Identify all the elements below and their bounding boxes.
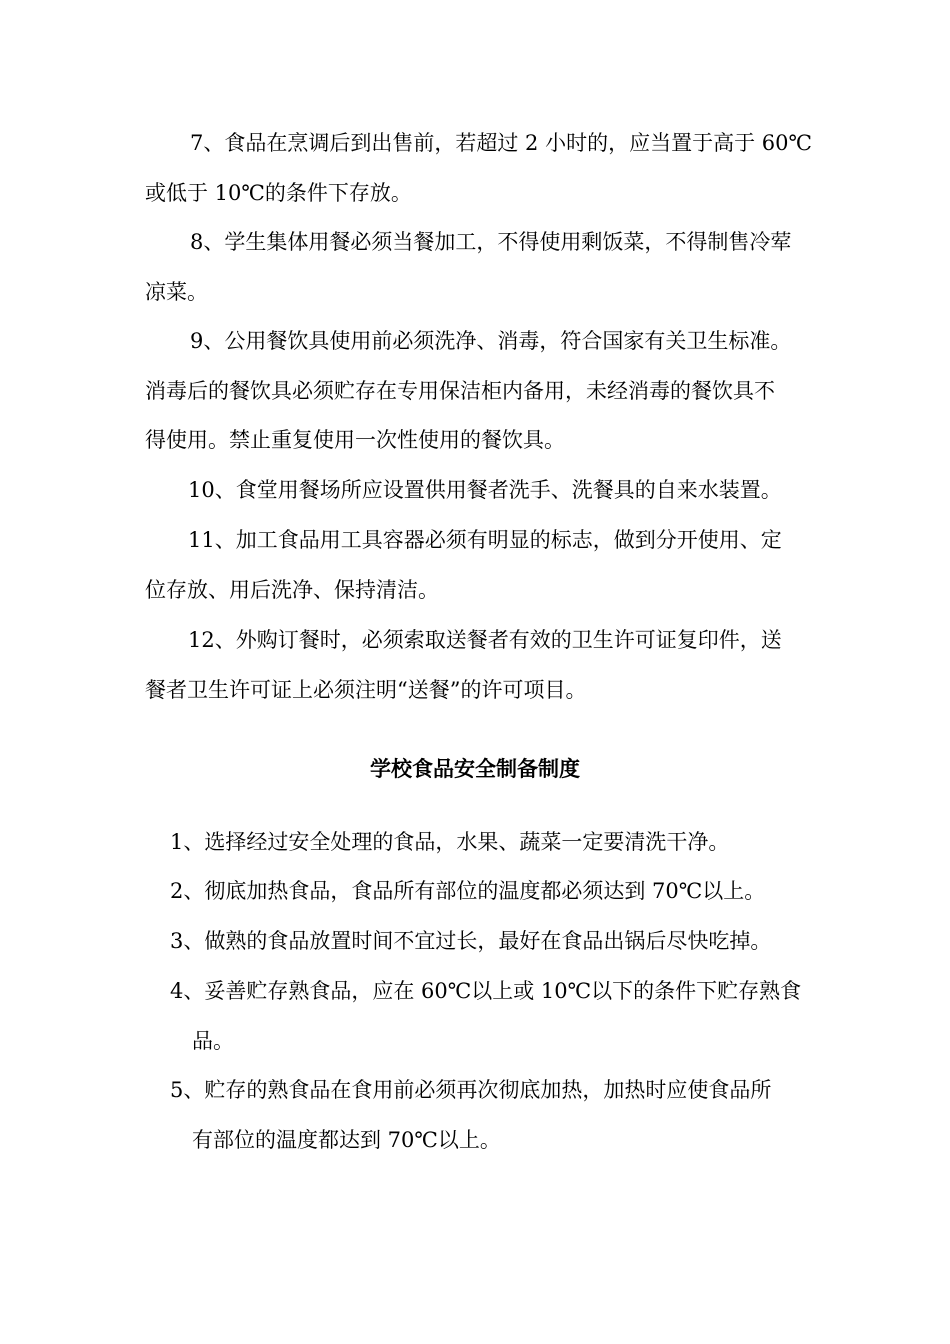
paragraph-11-line-1: 11、加工食品用工具容器必须有明显的标志，做到分开使用、定 <box>188 528 782 552</box>
paragraph-9-line-3: 得使用。禁止重复使用一次性使用的餐饮具。 <box>145 428 565 452</box>
paragraph-11-line-2: 位存放、用后洗净、保持清洁。 <box>145 578 439 602</box>
item-4-line-1: 4、妥善贮存熟食品，应在 60℃以上或 10℃以下的条件下贮存熟食 <box>170 979 802 1003</box>
item-5-line-2: 有部位的温度都达到 70℃以上。 <box>192 1128 501 1152</box>
item-4-line-2: 品。 <box>192 1029 234 1053</box>
item-5-line-1: 5、贮存的熟食品在食用前必须再次彻底加热，加热时应使食品所 <box>170 1078 772 1102</box>
paragraph-12-line-2: 餐者卫生许可证上必须注明“送餐”的许可项目。 <box>145 678 587 702</box>
item-3-line-1: 3、做熟的食品放置时间不宜过长，最好在食品出锅后尽快吃掉。 <box>170 929 772 953</box>
paragraph-7-line-1: 7、食品在烹调后到出售前，若超过 2 小时的，应当置于高于 60℃ <box>190 131 812 155</box>
section-title: 学校食品安全制备制度 <box>370 757 580 781</box>
item-2-line-1: 2、彻底加热食品，食品所有部位的温度都必须达到 70℃以上。 <box>170 879 766 903</box>
paragraph-8-line-2: 凉菜。 <box>145 280 208 304</box>
paragraph-7-line-2: 或低于 10℃的条件下存放。 <box>145 181 412 205</box>
paragraph-9-line-1: 9、公用餐饮具使用前必须洗净、消毒，符合国家有关卫生标准。 <box>190 329 792 353</box>
paragraph-8-line-1: 8、学生集体用餐必须当餐加工，不得使用剩饭菜，不得制售冷荤 <box>190 230 792 254</box>
paragraph-9-line-2: 消毒后的餐饮具必须贮存在专用保洁柜内备用，未经消毒的餐饮具不 <box>145 379 775 403</box>
paragraph-10-line-1: 10、食堂用餐场所应设置供用餐者洗手、洗餐具的自来水装置。 <box>188 478 782 502</box>
item-1-line-1: 1、选择经过安全处理的食品，水果、蔬菜一定要清洗干净。 <box>170 830 730 854</box>
paragraph-12-line-1: 12、外购订餐时，必须索取送餐者有效的卫生许可证复印件，送 <box>188 628 782 652</box>
